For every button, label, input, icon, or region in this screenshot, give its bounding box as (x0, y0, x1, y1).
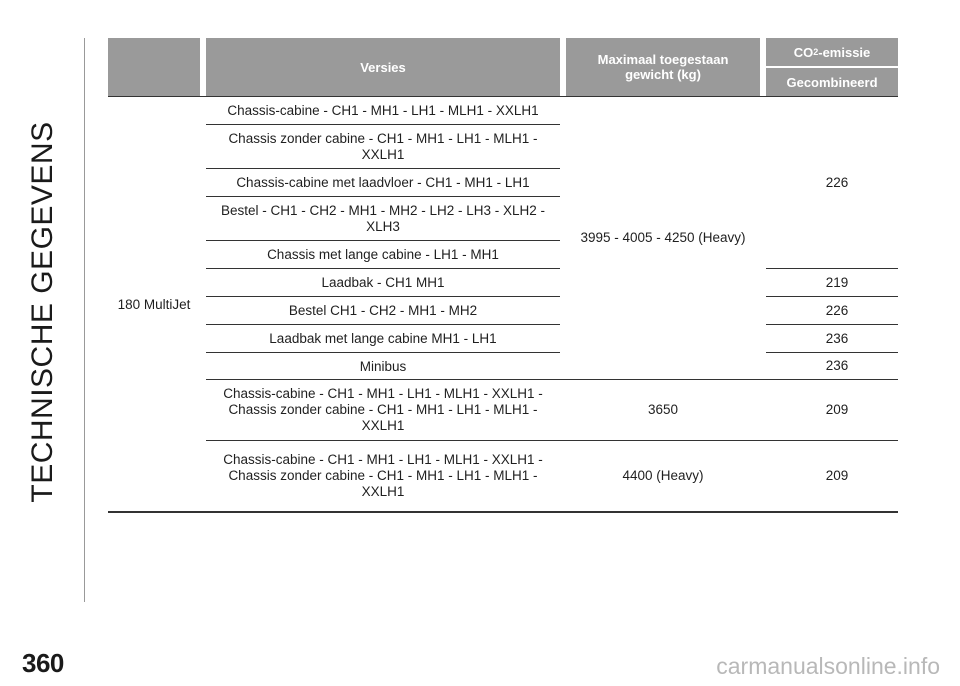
table-row: Chassis-cabine - CH1 - MH1 - LH1 - MLH1 - XXLH1 - Chassis zonder cabine - CH1 - MH1 - LH1 - MLH1 - XXLH1 (223, 452, 543, 499)
header-combined: Gecombineerd (766, 68, 898, 96)
page-number: 360 (22, 648, 64, 678)
table-row: Chassis-cabine - CH1 - MH1 - LH1 - MLH1 - XXLH1 (227, 102, 539, 118)
co2-value: 236 (825, 358, 849, 373)
header-co2 (766, 38, 898, 66)
co2-value: 236 (825, 330, 849, 346)
table-row: Laadbak met lange cabine MH1 - LH1 (269, 330, 497, 346)
table-row: Bestel - CH1 - CH2 - MH1 - MH2 - LH2 - LH3 - XLH2 - XLH3 (220, 202, 546, 234)
co2-value: 226 (825, 174, 849, 190)
co2-suffix: -emissie (818, 44, 871, 60)
weight-value: 3650 (647, 402, 679, 417)
co2-prefix: CO (793, 44, 814, 60)
table-row: Chassis met lange cabine - LH1 - MH1 (267, 246, 499, 262)
weight-value: 3995 - 4005 - 4250 (Heavy) (580, 230, 746, 245)
section-title: TECHNISCHE GEGEVENS (26, 121, 59, 503)
table-row: Chassis-cabine - CH1 - MH1 - LH1 - MLH1 - XXLH1 - Chassis zonder cabine - CH1 - MH1 - LH1 - MLH1 - XXLH1 (223, 386, 543, 433)
header-blank (108, 38, 200, 96)
table-row: Bestel CH1 - CH2 - MH1 - MH2 (288, 302, 478, 318)
watermark: carmanualsonline.info (716, 653, 940, 679)
co2-value: 209 (825, 402, 849, 417)
co2-value: 209 (825, 468, 849, 483)
co2-subscript: 2 (813, 46, 819, 57)
table-row: Chassis zonder cabine - CH1 - MH1 - LH1 - MLH1 - XXLH1 (228, 130, 538, 162)
table-row: Minibus (359, 358, 407, 374)
table-row: Chassis-cabine met laadvloer - CH1 - MH1 - LH1 (236, 174, 530, 190)
table-bottom-rule (108, 511, 898, 513)
co2-value: 226 (825, 302, 849, 318)
side-divider (84, 38, 85, 602)
header-versions: Versies (206, 38, 560, 96)
co2-value: 219 (825, 274, 849, 290)
engine-label: 180 MultiJet (117, 296, 191, 312)
table-row: Laadbak - CH1 MH1 (321, 274, 445, 290)
header-max-weight: Maximaal toegestaan gewicht (kg) (566, 38, 760, 96)
weight-value: 4400 (Heavy) (622, 468, 704, 483)
